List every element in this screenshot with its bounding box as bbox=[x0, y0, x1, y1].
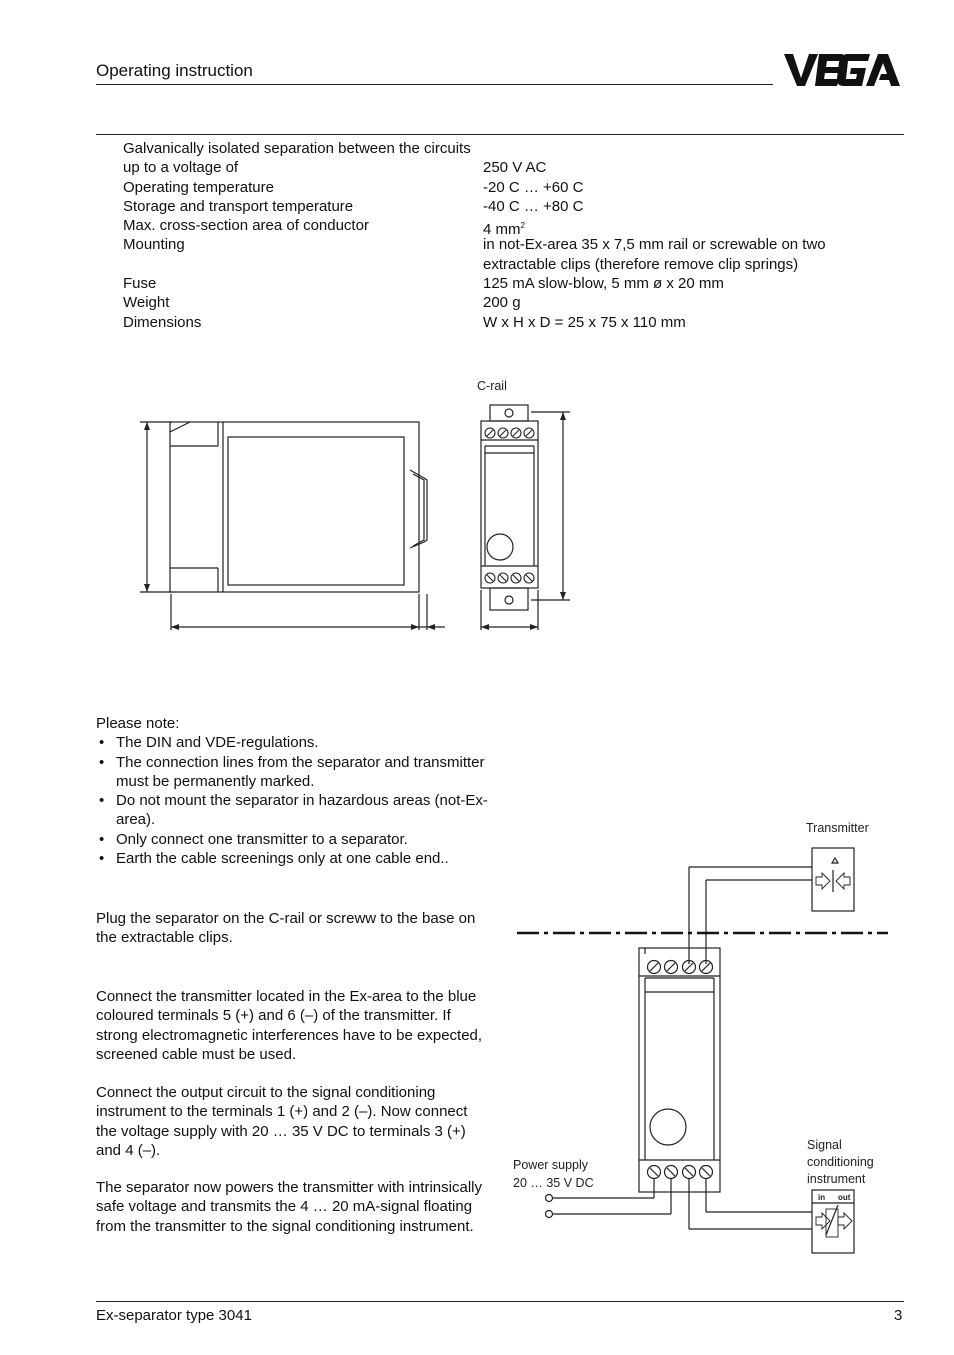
power-supply-voltage: 20 … 35 V DC bbox=[513, 1176, 594, 1190]
page-number: 3 bbox=[894, 1307, 903, 1324]
note-item: • Earth the cable screenings only at one cable end.. bbox=[96, 849, 496, 868]
footer-rule bbox=[96, 1301, 904, 1302]
note-item: • The connection lines from the separator and transmitter must be permanently marked. bbox=[96, 753, 496, 792]
output-paragraph: Connect the output circuit to the signal conditioning instrument to the terminals 1 (+) and 2 (–). Now connect the voltage supply with 20 … 35 V DC to terminals 3 (+) and 4 (–). bbox=[96, 1084, 468, 1159]
power-supply-label: Power supply bbox=[513, 1158, 589, 1172]
notes-heading: Please note: bbox=[96, 715, 180, 732]
separator-bottom-terminals bbox=[648, 1166, 713, 1179]
mounting-paragraph: Plug the separator on the C-rail or screww to the base on the extractable clips. bbox=[96, 910, 476, 947]
spec-superscript: 2 bbox=[520, 221, 525, 231]
wiring-diagram bbox=[505, 815, 900, 1265]
spec-value-text: 4 mm bbox=[483, 221, 521, 239]
spec-label: Mounting bbox=[123, 236, 185, 254]
vega-logo bbox=[782, 50, 904, 88]
transmitter-label: Transmitter bbox=[806, 821, 869, 835]
separator-top-terminals bbox=[648, 961, 713, 974]
spec-label: Storage and transport temperature bbox=[123, 197, 354, 215]
notes-list bbox=[96, 733, 496, 868]
spec-value: in not-Ex-area 35 x 7,5 mm rail or screwable on two extractable clips (therefore remove clip springs) bbox=[483, 236, 826, 273]
spec-value: -20 C … +60 C bbox=[483, 178, 584, 196]
spec-label: Weight bbox=[123, 294, 170, 312]
crail-label: C-rail bbox=[477, 379, 507, 393]
conditioning-label: conditioning bbox=[807, 1155, 874, 1169]
spec-label: Galvanically isolated separation between the circuits bbox=[123, 140, 471, 157]
spec-label: Dimensions bbox=[123, 313, 202, 331]
note-item: • The DIN and VDE-regulations. bbox=[96, 733, 496, 752]
spec-value: W x H x D = 25 x 75 x 110 mm bbox=[483, 313, 686, 331]
out-label: out bbox=[838, 1193, 851, 1202]
header-rule bbox=[96, 84, 773, 85]
spec-value: 200 g bbox=[483, 294, 521, 312]
spec-label: Fuse bbox=[123, 275, 157, 293]
spec-label: Operating temperature bbox=[123, 178, 274, 196]
bottom-terminals bbox=[485, 573, 534, 583]
top-terminals bbox=[485, 428, 534, 438]
spec-value: 125 mA slow-blow, 5 mm ø x 20 mm bbox=[483, 275, 724, 293]
note-item: • Only connect one transmitter to a separator. bbox=[96, 830, 496, 849]
footer-doc-title: Ex-separator type 3041 bbox=[96, 1307, 252, 1324]
transmitter-paragraph: Connect the transmitter located in the Ex-area to the blue coloured terminals 5 (+) and 6 (–) of the transmitter. If strong electromagnetic interferences have to be expected, screened cable must be used. bbox=[96, 988, 483, 1063]
in-label: in bbox=[818, 1193, 826, 1202]
signal-label: Signal bbox=[807, 1138, 842, 1152]
dimension-drawing bbox=[130, 370, 590, 640]
notes-block bbox=[96, 714, 496, 868]
spec-label: up to a voltage of bbox=[123, 159, 239, 177]
powers-paragraph: The separator now powers the transmitter with intrinsically safe voltage and transmits the 4 … 20 mA-signal floating from the transmitter to the signal conditioning instrument. bbox=[96, 1179, 482, 1235]
spec-value: 250 V AC bbox=[483, 159, 547, 177]
note-item: • Do not mount the separator in hazardous areas (not-Ex-area). bbox=[96, 791, 496, 830]
spec-value: -40 C … +80 C bbox=[483, 197, 584, 215]
header-title: Operating instruction bbox=[96, 61, 253, 80]
instrument-label: instrument bbox=[807, 1172, 866, 1186]
spec-label: Max. cross-section area of conductor bbox=[123, 217, 369, 235]
section-rule bbox=[96, 134, 904, 135]
